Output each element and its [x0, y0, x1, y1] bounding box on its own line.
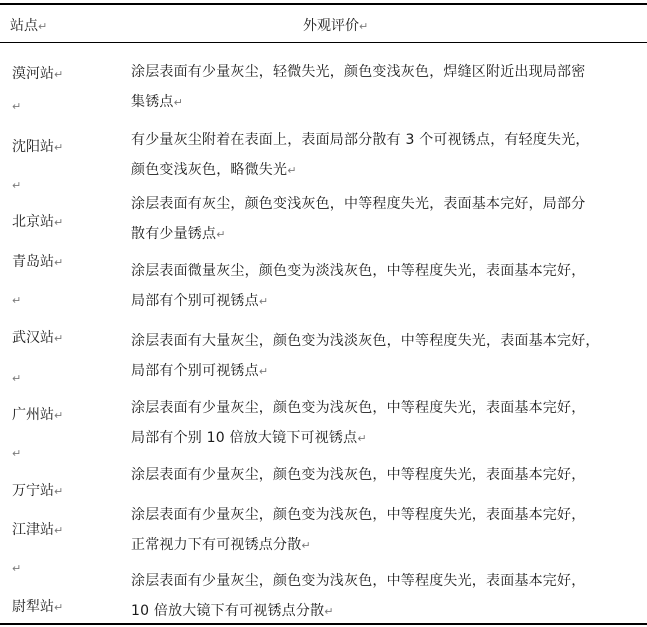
- evaluation-cell: [131, 57, 647, 118]
- station-cell: 万宁站↵: [12, 483, 64, 499]
- station-cell: 武汉站↵: [12, 330, 64, 346]
- evaluation-line: 局部有个别可视锈点↵: [131, 293, 269, 309]
- paragraph-mark: ↵: [12, 372, 22, 385]
- station-cell: 青岛站↵: [12, 254, 64, 270]
- evaluation-line: 正常视力下有可视锈点分散↵: [131, 537, 311, 553]
- header-station: 站点↵: [10, 18, 48, 34]
- header-evaluation: 外观评价↵: [303, 18, 369, 34]
- evaluation-cell: [131, 393, 647, 454]
- evaluation-line: 涂层表面有少量灰尘，颜色变为浅灰色，中等程度失光，表面基本完好，: [131, 467, 586, 483]
- station-cell: 漠河站↵: [12, 66, 64, 82]
- evaluation-cell: [131, 500, 647, 561]
- evaluation-line: 涂层表面有少量灰尘，颜色变为浅灰色，中等程度失光，表面基本完好，: [131, 400, 586, 416]
- evaluation-line: 涂层表面微量灰尘，颜色变为淡浅灰色，中等程度失光，表面基本完好，: [131, 263, 586, 279]
- paragraph-mark: ↵: [12, 179, 22, 192]
- station-cell: 北京站↵: [12, 214, 64, 230]
- evaluation-line: 涂层表面有大量灰尘，颜色变为浅淡灰色，中等程度失光，表面基本完好，: [131, 333, 600, 349]
- evaluation-line: 散有少量锈点↵: [131, 226, 226, 242]
- evaluation-line: 涂层表面有灰尘，颜色变浅灰色，中等程度失光，表面基本完好，局部分: [131, 196, 586, 212]
- evaluation-cell: [131, 256, 647, 317]
- paragraph-mark: ↵: [12, 447, 22, 460]
- evaluation-cell: [131, 326, 647, 387]
- station-cell: 广州站↵: [12, 407, 64, 423]
- evaluation-cell: [131, 460, 647, 490]
- station-cell: 沈阳站↵: [12, 139, 64, 155]
- paragraph-mark: ↵: [12, 100, 22, 113]
- evaluation-line: 集锈点↵: [131, 94, 184, 110]
- evaluation-line: 涂层表面有少量灰尘，轻微失光，颜色变浅灰色，焊缝区附近出现局部密: [131, 64, 586, 80]
- evaluation-line: 涂层表面有少量灰尘，颜色变为浅灰色，中等程度失光，表面基本完好，: [131, 507, 586, 523]
- evaluation-cell: [131, 125, 647, 186]
- table-top-rule: [0, 3, 647, 5]
- evaluation-line: 涂层表面有少量灰尘，颜色变为浅灰色，中等程度失光，表面基本完好，: [131, 573, 586, 589]
- evaluation-line: 10 倍放大镜下有可视锈点分散↵: [131, 603, 334, 619]
- evaluation-cell: [131, 566, 647, 627]
- table-header-rule: [0, 42, 647, 43]
- evaluation-line: 局部有个别可视锈点↵: [131, 363, 269, 379]
- paragraph-mark: ↵: [12, 562, 22, 575]
- evaluation-line: 颜色变浅灰色，略微失光↵: [131, 162, 297, 178]
- paragraph-mark: ↵: [12, 294, 22, 307]
- evaluation-line: 有少量灰尘附着在表面上，表面局部分散有 3 个可视锈点，有轻度失光，: [131, 132, 590, 148]
- evaluation-line: 局部有个别 10 倍放大镜下可视锈点↵: [131, 430, 367, 446]
- station-cell: 江津站↵: [12, 522, 64, 538]
- station-cell: 尉犁站↵: [12, 599, 64, 615]
- evaluation-cell: [131, 189, 647, 250]
